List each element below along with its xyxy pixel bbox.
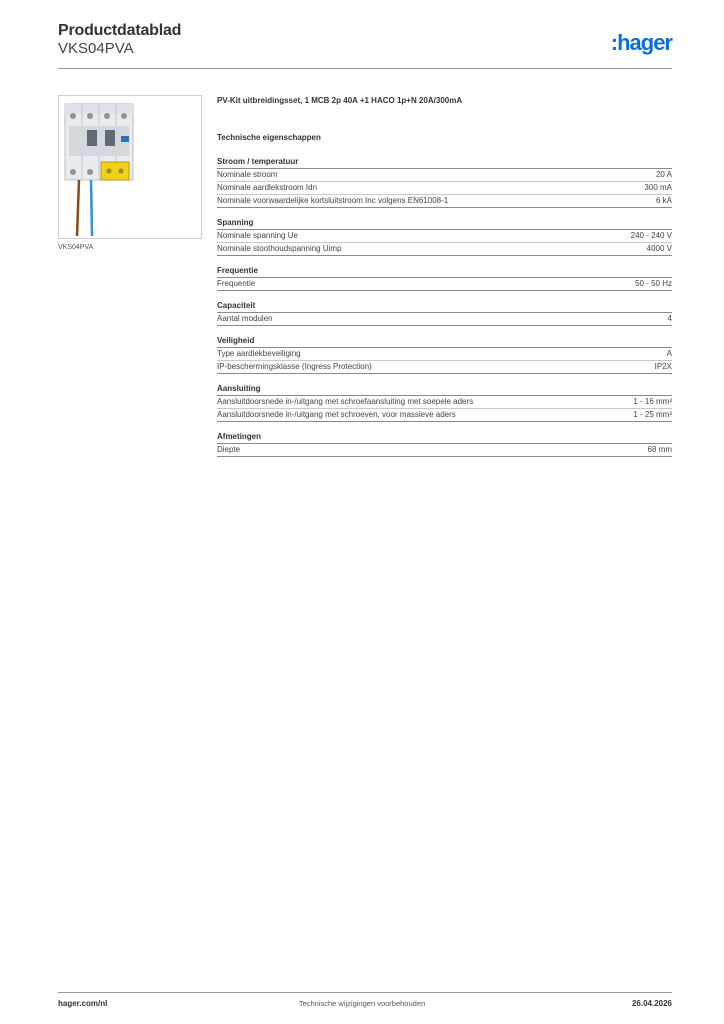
spec-group bbox=[217, 431, 672, 457]
spec-value: 50 - 50 Hz bbox=[635, 279, 672, 288]
hager-logo bbox=[611, 30, 672, 56]
spec-value: 1 - 25 mm² bbox=[633, 410, 672, 419]
spec-value: 20 A bbox=[655, 170, 672, 179]
header-divider bbox=[58, 68, 672, 69]
spec-value: 300 mA bbox=[644, 183, 672, 192]
page-header bbox=[58, 22, 672, 68]
spec-row bbox=[217, 409, 672, 422]
spec-row bbox=[217, 243, 672, 256]
spec-label: Nominale voorwaardelijke kortsluitstroom Inc volgens EN61008-1 bbox=[217, 196, 449, 205]
spec-label: Diepte bbox=[217, 445, 241, 454]
spec-group-title: Frequentie bbox=[217, 265, 672, 278]
spec-value: 68 mm bbox=[647, 445, 672, 454]
spec-label: Nominale aardlekstroom Idn bbox=[217, 183, 318, 192]
spec-row bbox=[217, 230, 672, 243]
spec-label: Nominale spanning Ue bbox=[217, 231, 298, 240]
spec-row bbox=[217, 313, 672, 326]
spec-value: 6 kA bbox=[655, 196, 672, 205]
spec-label: Type aardlekbeveiliging bbox=[217, 349, 301, 358]
spec-group bbox=[217, 383, 672, 422]
spec-value: 240 - 240 V bbox=[630, 231, 672, 240]
spec-value: 1 - 16 mm² bbox=[633, 397, 672, 406]
spec-label: IP-beschermingsklasse (Ingress Protection) bbox=[217, 362, 372, 371]
spec-group bbox=[217, 300, 672, 326]
specifications bbox=[217, 96, 672, 466]
footer-date: 26.04.2026 bbox=[631, 999, 672, 1008]
spec-row bbox=[217, 182, 672, 195]
product-code: VKS04PVA bbox=[58, 40, 134, 57]
spec-row bbox=[217, 444, 672, 457]
spec-group bbox=[217, 156, 672, 208]
spec-row bbox=[217, 169, 672, 182]
footer-notice: Technische wijzigingen voorbehouden bbox=[298, 999, 426, 1008]
spec-value: 4 bbox=[667, 314, 672, 323]
spec-label: Aantal modulen bbox=[217, 314, 273, 323]
circuit-breaker-image bbox=[59, 96, 201, 238]
spec-group bbox=[217, 265, 672, 291]
logo-text: hager bbox=[617, 30, 672, 55]
spec-value: IP2X bbox=[654, 362, 672, 371]
spec-label: Nominale stroom bbox=[217, 170, 278, 179]
product-image bbox=[58, 95, 202, 239]
spec-row bbox=[217, 396, 672, 409]
image-caption: VKS04PVA bbox=[58, 244, 94, 251]
spec-group-title: Spanning bbox=[217, 217, 672, 230]
logo-dots-icon: : bbox=[610, 30, 618, 55]
document-title: Productdatablad bbox=[58, 22, 182, 39]
spec-group-title: Afmetingen bbox=[217, 431, 672, 444]
spec-group bbox=[217, 335, 672, 374]
spec-group-title: Capaciteit bbox=[217, 300, 672, 313]
spec-label: Frequentie bbox=[217, 279, 256, 288]
spec-label: Aansluitdoorsnede in-/uitgang met schroeven, voor massieve aders bbox=[217, 410, 456, 419]
spec-row bbox=[217, 361, 672, 374]
spec-group-title: Stroom / temperatuur bbox=[217, 156, 672, 169]
spec-groups bbox=[217, 156, 672, 457]
spec-value: 4000 V bbox=[646, 244, 672, 253]
footer-website-link[interactable]: hager.com/nl bbox=[58, 999, 108, 1008]
spec-group-title: Veiligheid bbox=[217, 335, 672, 348]
spec-row bbox=[217, 348, 672, 361]
footer-divider bbox=[58, 992, 672, 993]
spec-label: Aansluitdoorsnede in-/uitgang met schroefaansluiting met soepele aders bbox=[217, 397, 474, 406]
spec-group-title: Aansluiting bbox=[217, 383, 672, 396]
spec-group bbox=[217, 217, 672, 256]
spec-row bbox=[217, 195, 672, 208]
product-description: PV-Kit uitbreidingsset, 1 MCB 2p 40A +1 HACO 1p+N 20A/300mA bbox=[217, 96, 463, 105]
spec-value: A bbox=[666, 349, 672, 358]
section-heading: Technische eigenschappen bbox=[217, 133, 321, 142]
spec-label: Nominale stoothoudspanning Uimp bbox=[217, 244, 342, 253]
spec-row bbox=[217, 278, 672, 291]
